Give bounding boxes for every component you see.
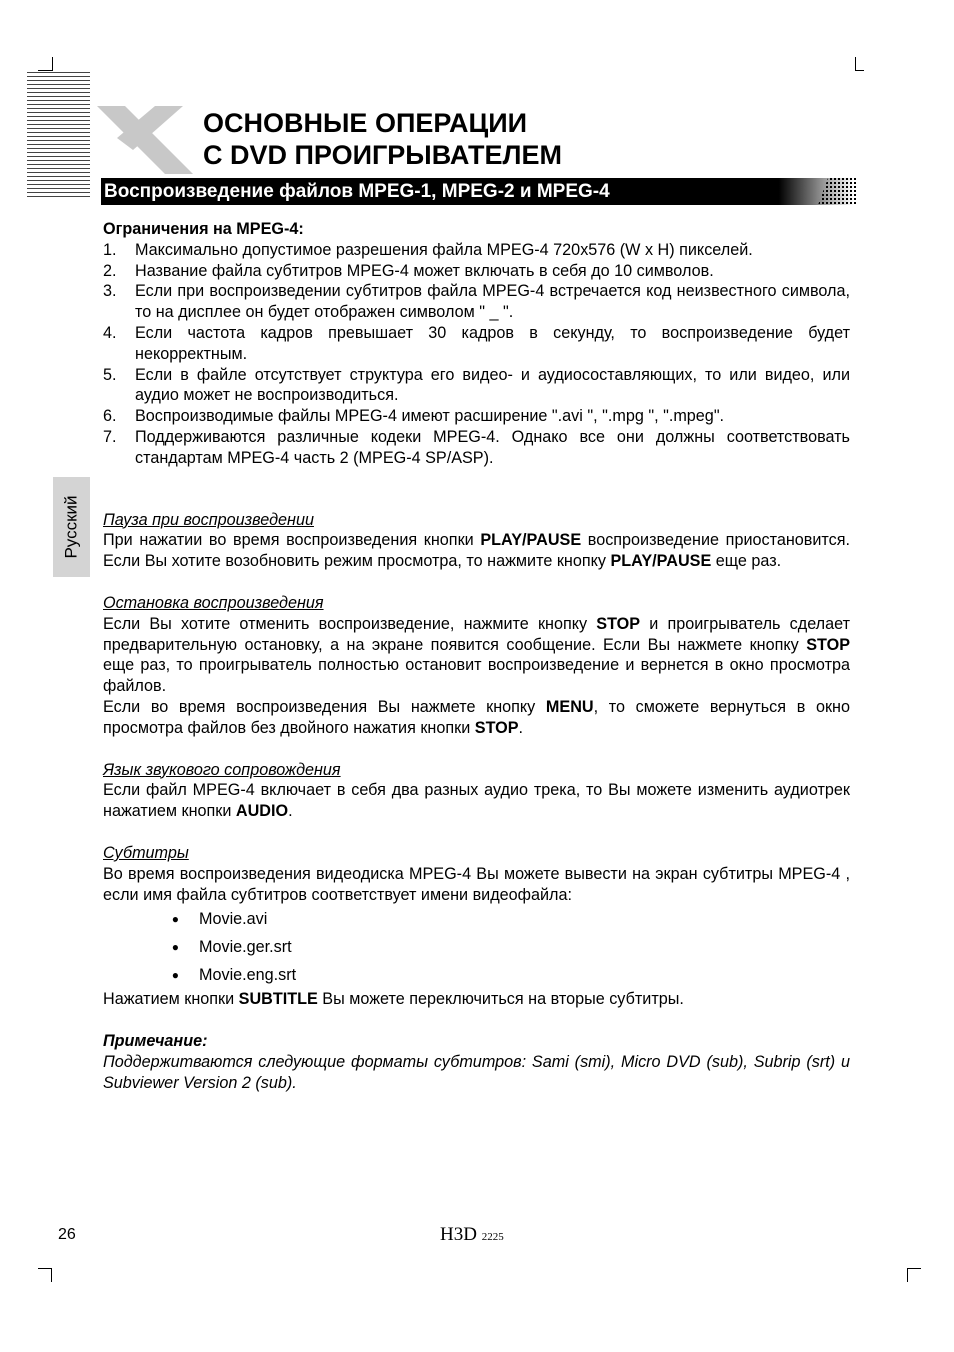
page-title-line1: ОСНОВНЫЕ ОПЕРАЦИИ bbox=[203, 108, 528, 138]
list-item bbox=[103, 365, 850, 407]
model-prefix: H3D bbox=[440, 1224, 477, 1245]
language-side-tab-label: Русский bbox=[61, 495, 81, 559]
dot-pattern-icon bbox=[818, 178, 856, 205]
bullet-icon: ● bbox=[171, 911, 179, 926]
model-number: 2225 bbox=[481, 1231, 504, 1243]
crop-mark-bottom-right bbox=[907, 1268, 921, 1269]
file-name: Movie.ger.srt bbox=[199, 937, 292, 956]
bullet-icon: ● bbox=[171, 939, 179, 954]
stop-text-3: еще раз, то проигрыватель полностью остановит воспроизведение и вернется в окно просмотра файлов. bbox=[103, 656, 850, 696]
x-logo-icon bbox=[95, 104, 195, 176]
subtitle-switch-2: Вы можете переключиться на вторые субтитры. bbox=[317, 990, 684, 1009]
decorative-stripes bbox=[27, 72, 90, 200]
language-side-tab-label-wrap bbox=[53, 477, 90, 577]
stop-label: STOP bbox=[596, 614, 641, 633]
list-item-number: 4. bbox=[103, 323, 117, 342]
crop-mark-bottom-right bbox=[907, 1268, 908, 1282]
list-item-text: Если в файле отсутствует структура его видео- и аудиосоставляющих, то или видео, или аудио может не воспроизводиться. bbox=[135, 365, 850, 405]
list-item bbox=[103, 240, 850, 261]
file-name: Movie.avi bbox=[199, 909, 268, 928]
subtitles-heading: Субтитры bbox=[103, 843, 189, 862]
subtitle-files-list bbox=[103, 905, 850, 989]
menu-text-1: Если во время воспроизведения Вы нажмете кнопку bbox=[103, 697, 546, 716]
list-item bbox=[103, 281, 850, 323]
list-item bbox=[103, 905, 850, 933]
menu-text-3: . bbox=[518, 718, 524, 737]
page-title-line2: С DVD ПРОИГРЫВАТЕЛЕМ bbox=[203, 140, 562, 170]
list-item-text: Если частота кадров превышает 30 кадров в секунду, то воспроизведение будет некорректным. bbox=[135, 323, 850, 363]
play-pause-label: PLAY/PAUSE bbox=[480, 531, 582, 550]
list-item-number: 5. bbox=[103, 365, 117, 384]
audio-label: AUDIO bbox=[235, 802, 289, 821]
list-item bbox=[103, 961, 850, 989]
list-item bbox=[103, 933, 850, 961]
list-item-number: 2. bbox=[103, 261, 117, 280]
pause-text-1: При нажатии во время воспроизведения кнопки bbox=[103, 531, 481, 550]
model-logo bbox=[440, 1224, 504, 1246]
crop-mark-top-left bbox=[38, 70, 53, 71]
audio-heading: Язык звукового сопровождения bbox=[103, 760, 341, 779]
list-item bbox=[103, 261, 850, 282]
list-item-number: 7. bbox=[103, 427, 117, 446]
stop-label: STOP bbox=[474, 718, 519, 737]
stop-heading: Остановка воспроизведения bbox=[103, 593, 324, 612]
list-item bbox=[103, 427, 850, 469]
stop-text bbox=[103, 614, 850, 697]
menu-text-2: , то сможете вернуться в окно просмотра файлов без двойного нажатия кнопки bbox=[103, 697, 850, 737]
menu-label: MENU bbox=[545, 697, 594, 716]
stop-text-1: Если Вы хотите отменить воспроизведение, нажмите кнопку bbox=[103, 614, 597, 633]
play-pause-label: PLAY/PAUSE bbox=[610, 552, 712, 571]
audio-text bbox=[103, 780, 850, 822]
subtitle-label: SUBTITLE bbox=[238, 990, 318, 1009]
section-title: Воспроизведение файлов MPEG-1, MPEG-2 и MPEG-4 bbox=[104, 181, 610, 202]
audio-text-1: Если файл MPEG-4 включает в себя два разных аудио трека, то Вы можете изменить аудиотрек нажатием кнопки bbox=[103, 781, 850, 821]
restrictions-heading: Ограничения на MPEG-4: bbox=[103, 220, 304, 238]
list-item-number: 6. bbox=[103, 407, 117, 426]
list-item-text: Если при воспроизведении субтитров файла MPEG-4 встречается код неизвестного символа, то на дисплее он будет отображен символом " _ ". bbox=[135, 282, 850, 322]
list-item bbox=[103, 406, 850, 427]
restrictions-list bbox=[103, 240, 850, 469]
audio-text-2: . bbox=[288, 802, 293, 821]
subtitles-text: Во время воспроизведения видеодиска MPEG-4 Вы можете вывести на экран субтитры MPEG-4 , если имя файла субтитров соответствует имени видеофайла: bbox=[103, 864, 850, 904]
crop-mark-bottom-left bbox=[38, 1268, 52, 1269]
list-item-text: Название файла субтитров MPEG-4 может включать в себя до 10 символов. bbox=[135, 261, 714, 280]
stop-label: STOP bbox=[806, 635, 850, 654]
list-item-number: 1. bbox=[103, 240, 117, 259]
page-title bbox=[203, 107, 562, 171]
crop-mark-bottom-left bbox=[51, 1268, 52, 1282]
list-item-text: Максимально допустимое разрешения файла MPEG-4 720x576 (W x H) пикселей. bbox=[135, 240, 753, 259]
subtitle-switch-text bbox=[103, 989, 850, 1010]
pause-text-2: воспроизведение приостановится. Если Вы хотите возобновить режим просмотра, то нажмите кнопку bbox=[103, 531, 850, 571]
note-heading: Примечание: bbox=[103, 1032, 208, 1051]
bullet-icon: ● bbox=[171, 967, 179, 982]
list-item-text: Поддерживаются различные кодеки MPEG-4. Однако все они должны соответствовать стандартам MPEG-4 часть 2 (MPEG-4 SP/ASP). bbox=[135, 427, 850, 467]
crop-mark-top-right bbox=[855, 57, 856, 71]
main-content bbox=[103, 219, 850, 1094]
list-item-text: Воспроизводимые файлы MPEG-4 имеют расширение ".avi ", ".mpg ", ".mpeg". bbox=[135, 407, 725, 426]
file-name: Movie.eng.srt bbox=[199, 965, 297, 984]
pause-text bbox=[103, 530, 850, 572]
list-item bbox=[103, 323, 850, 365]
stop-text-2: и проигрыватель сделает предварительную остановку, а на экране появится сообщение. Если Вы нажмете кнопку bbox=[103, 614, 850, 654]
menu-text bbox=[103, 697, 850, 739]
page-number: 26 bbox=[58, 1226, 76, 1243]
crop-mark-top-left bbox=[52, 57, 53, 71]
list-item-number: 3. bbox=[103, 282, 117, 301]
subtitle-switch-1: Нажатием кнопки bbox=[103, 990, 239, 1009]
note-text: Поддержитваются следующие форматы субтитров: Sami (smi), Micro DVD (sub), Subrip (srt) и Subviewer Version 2 (sub). bbox=[103, 1052, 850, 1092]
crop-mark-top-right bbox=[855, 70, 864, 71]
pause-text-3: еще раз. bbox=[711, 552, 782, 571]
pause-heading: Пауза при воспроизведении bbox=[103, 510, 314, 529]
